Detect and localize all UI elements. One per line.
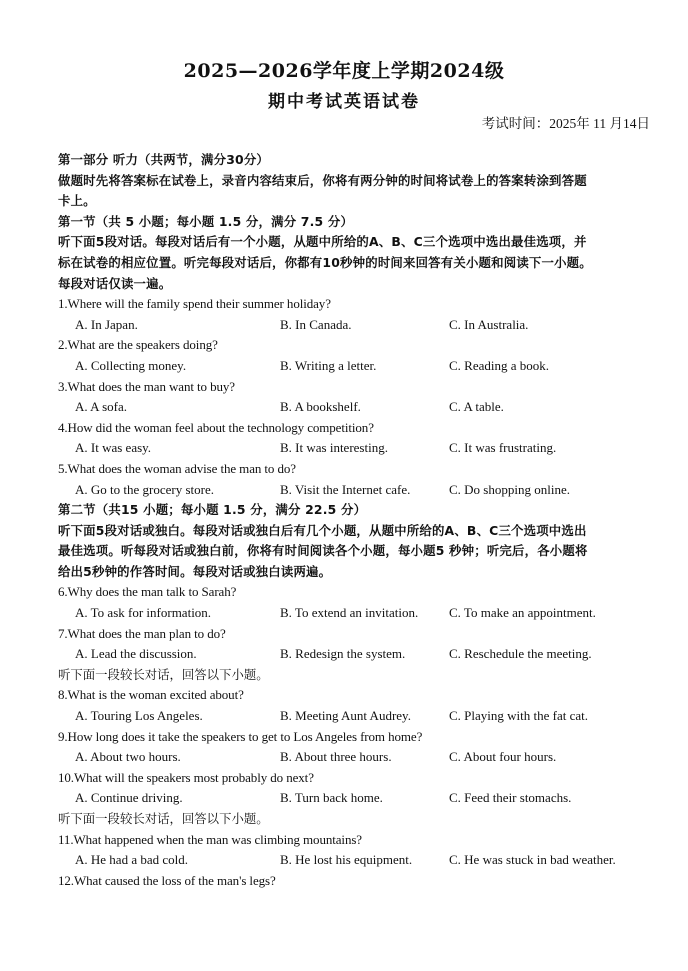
question-text: 2.What are the speakers doing? bbox=[58, 337, 218, 353]
question-text: 4.How did the woman feel about the technology competition? bbox=[58, 419, 374, 435]
question-text: 10.What will the speakers most probably do next? bbox=[58, 769, 314, 785]
exam-subtitle: 期中考试英语试卷 bbox=[268, 92, 420, 112]
question-options bbox=[58, 356, 658, 377]
question-text: 6.Why does the man talk to Sarah? bbox=[58, 584, 237, 600]
question-text: 7.What does the man plan to do? bbox=[58, 625, 226, 641]
section2-instruction-line: 最佳选项。听每段对话或独白前，你将有时间阅读各个小题，每小题5 秒钟；听完后，各小题将 bbox=[58, 543, 588, 559]
question-options bbox=[58, 706, 658, 727]
question-text: 1.Where will the family spend their summer holiday? bbox=[58, 296, 331, 312]
section2-heading: 第二节（共15 小题；每小题 1.5 分，满分 22.5 分） bbox=[58, 502, 367, 518]
option-b: B. He lost his equipment. bbox=[280, 852, 413, 868]
option-b: B. A bookshelf. bbox=[280, 399, 361, 415]
option-c: C. About four hours. bbox=[449, 749, 557, 765]
option-b: B. Turn back home. bbox=[280, 790, 383, 806]
part1-instruction-line: 做题时先将答案标在试卷上，录音内容结束后，你将有两分钟的时间将试卷上的答案转涂到答题 bbox=[58, 172, 587, 188]
section1-instruction-line: 听下面5段对话。每段对话后有一个小题，从题中所给的A、B、C三个选项中选出最佳选项，并 bbox=[58, 234, 587, 250]
option-a: A. In Japan. bbox=[75, 316, 138, 332]
option-a: A. Go to the grocery store. bbox=[75, 481, 214, 497]
option-a: A. About two hours. bbox=[75, 749, 181, 765]
question-options bbox=[58, 644, 658, 665]
exam-time: 考试时间：2025年 11 月14日 bbox=[481, 116, 650, 131]
dialog-note: 听下面一段较长对话，回答以下小题。 bbox=[58, 811, 269, 826]
question-options bbox=[58, 397, 658, 418]
section1-heading: 第一节（共 5 小题；每小题 1.5 分，满分 7.5 分） bbox=[58, 213, 354, 229]
option-b: B. Visit the Internet cafe. bbox=[280, 481, 411, 497]
option-c: C. He was stuck in bad weather. bbox=[449, 852, 616, 868]
option-b: B. Writing a letter. bbox=[280, 357, 377, 373]
option-a: A. To ask for information. bbox=[75, 605, 212, 621]
section2-instruction-line: 听下面5段对话或独白。每段对话或独白后有几个小题，从题中所给的A、B、C三个选项中选出 bbox=[58, 522, 587, 538]
question-text: 8.What is the woman excited about? bbox=[58, 687, 244, 703]
option-a: A. He had a bad cold. bbox=[75, 852, 188, 868]
question-text: 3.What does the man want to buy? bbox=[58, 378, 235, 394]
option-c: C. In Australia. bbox=[449, 316, 529, 332]
part1-instruction-line: 卡上。 bbox=[58, 193, 96, 209]
exam-content bbox=[58, 150, 658, 891]
question-text: 12.What caused the loss of the man's legs? bbox=[58, 872, 276, 888]
question-text: 9.How long does it take the speakers to get to Los Angeles from home? bbox=[58, 728, 423, 744]
exam-title: 2025—2026学年度上学期2024级 bbox=[183, 60, 505, 82]
option-a: A. Collecting money. bbox=[75, 357, 187, 373]
dialog-note: 听下面一段较长对话，回答以下小题。 bbox=[58, 666, 269, 682]
question-options bbox=[58, 480, 658, 501]
section2-instruction-line: 给出5秒钟的作答时间。每段对话或独白读两遍。 bbox=[58, 563, 332, 579]
question-text: 11.What happened when the man was climbing mountains? bbox=[58, 831, 362, 847]
question-options bbox=[58, 315, 658, 336]
option-a: A. Continue driving. bbox=[75, 790, 183, 806]
section1-instruction-line: 标在试卷的相应位置。听完每段对话后，你都有10秒钟的时间来回答有关小题和阅读下一小题。 bbox=[58, 254, 592, 270]
option-c: C. Reschedule the meeting. bbox=[449, 646, 592, 662]
option-a: A. Lead the discussion. bbox=[75, 646, 197, 662]
option-a: A. Touring Los Angeles. bbox=[75, 708, 203, 724]
option-c: C. It was frustrating. bbox=[449, 440, 557, 456]
question-options bbox=[58, 850, 658, 871]
option-b: B. Redesign the system. bbox=[280, 646, 406, 662]
option-b: B. About three hours. bbox=[280, 749, 392, 765]
option-a: A. It was easy. bbox=[75, 440, 152, 456]
section1-instruction-line: 每段对话仅读一遍。 bbox=[58, 275, 172, 291]
option-a: A. A sofa. bbox=[75, 399, 127, 415]
question-text: 5.What does the woman advise the man to do? bbox=[58, 460, 296, 476]
option-c: C. To make an appointment. bbox=[449, 605, 596, 621]
option-c: C. Playing with the fat cat. bbox=[449, 708, 589, 724]
question-options bbox=[58, 747, 658, 768]
option-b: B. In Canada. bbox=[280, 316, 352, 332]
option-c: C. A table. bbox=[449, 399, 504, 415]
option-b: B. It was interesting. bbox=[280, 440, 388, 456]
question-options bbox=[58, 438, 658, 459]
question-options bbox=[58, 603, 658, 624]
option-b: B. To extend an invitation. bbox=[280, 605, 419, 621]
option-b: B. Meeting Aunt Audrey. bbox=[280, 708, 411, 724]
option-c: C. Feed their stomachs. bbox=[449, 790, 572, 806]
option-c: C. Do shopping online. bbox=[449, 481, 570, 497]
part1-heading: 第一部分 听力（共两节，满分30分） bbox=[58, 152, 270, 167]
question-options bbox=[58, 788, 658, 809]
option-c: C. Reading a book. bbox=[449, 357, 550, 373]
